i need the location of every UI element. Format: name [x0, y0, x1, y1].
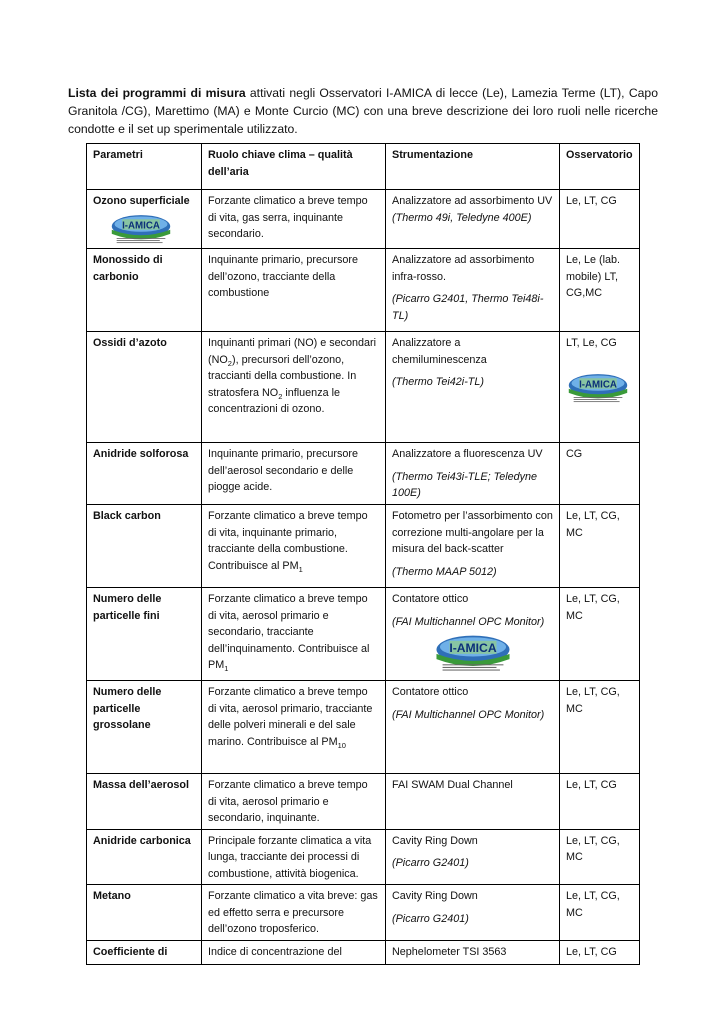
role-cell: Forzante climatico a breve tempo di vita, aerosol primario e secondario, inquinante. [202, 774, 386, 830]
role-cell: Inquinante primario, precursore dell’ozono, tracciante della combustione [202, 249, 386, 332]
instrument-model: (Picarro G2401, Thermo Tei48i-TL) [392, 293, 544, 322]
role-text: Inquinanti primari (NO) e secondari (NO [208, 337, 377, 366]
role-cell [202, 588, 386, 681]
table-row [87, 885, 640, 941]
observatory-text: LT, Le, CG [566, 337, 617, 349]
table-row [87, 332, 640, 443]
instrument-cell: Nephelometer TSI 3563 [386, 940, 560, 964]
role-cell: Principale forzante climatica a vita lunga, tracciante dei processi di combustione, attività biogenica. [202, 829, 386, 885]
subscript: 1 [224, 664, 229, 674]
header-osservatorio: Osservatorio [560, 144, 640, 190]
table-row [87, 588, 640, 681]
instrument-model: (Picarro G2401) [392, 912, 469, 925]
table-row [87, 190, 640, 249]
instrument-cell [386, 885, 560, 941]
observatory-cell: Le, LT, CG [560, 190, 640, 249]
intro-paragraph [68, 84, 658, 138]
param-cell [87, 190, 202, 249]
instrument-text: Analizzatore ad assorbimento UV [392, 195, 553, 207]
table-row [87, 505, 640, 588]
header-strumentazione: Strumentazione [386, 144, 560, 190]
iamica-logo [566, 372, 630, 404]
role-text: influenza le concentrazioni di ozono. [208, 386, 340, 415]
instrument-cell [386, 681, 560, 774]
instrument-text: Analizzatore a chemiluminescenza [392, 337, 487, 366]
role-text: ), precursori dell’ozono, traccianti della combustione. In stratosfera NO [208, 353, 357, 399]
observatory-cell: CG [560, 443, 640, 505]
instrument-model: (Thermo Tei42i-TL) [392, 376, 484, 388]
instrument-cell [386, 332, 560, 443]
param-cell: Black carbon [87, 505, 202, 588]
table-row [87, 829, 640, 885]
observatory-cell: Le, Le (lab. mobile) LT, CG,MC [560, 249, 640, 332]
instrument-text: Cavity Ring Down [392, 890, 478, 902]
role-cell [202, 332, 386, 443]
role-text: Forzante climatico a breve tempo di vita, aerosol primario e secondario, tracciante dell’inquinamento. Contribuisce al PM [208, 593, 370, 671]
instrument-text: Contatore ottico [392, 593, 469, 605]
iamica-logo [109, 213, 173, 245]
table-row [87, 774, 640, 830]
instrument-model: (Thermo MAAP 5012) [392, 565, 497, 578]
header-ruolo: Ruolo chiave clima – qualità dell’aria [202, 144, 386, 190]
instrument-text: Analizzatore a fluorescenza UV [392, 448, 543, 460]
observatory-cell: Le, LT, CG, MC [560, 681, 640, 774]
param-cell: Anidride solforosa [87, 443, 202, 505]
subscript: 2 [227, 358, 232, 368]
instrument-cell: FAI SWAM Dual Channel [386, 774, 560, 830]
table-row [87, 443, 640, 505]
observatory-cell: Le, LT, CG, MC [560, 829, 640, 885]
instrument-text: Fotometro per l’assorbimento con correzione multi-angolare per la misura del back-scatter [392, 510, 553, 555]
observatory-cell [560, 332, 640, 443]
instrument-text: Contatore ottico [392, 686, 469, 698]
role-cell: Forzante climatico a vita breve: gas ed effetto serra e precursore dell’ozono troposferico. [202, 885, 386, 941]
intro-title: Lista dei programmi di misura [68, 86, 246, 100]
role-text: Forzante climatico a breve tempo di vita, aerosol primario, tracciante delle polveri minerali e del sale marino. Contribuisce al PM [208, 686, 373, 748]
instrument-model: (FAI Multichannel OPC Monitor) [392, 615, 545, 628]
role-cell: Forzante climatico a breve tempo di vita, gas serra, inquinante secondario. [202, 190, 386, 249]
instrument-cell [386, 443, 560, 505]
intro-text: attivati negli Osservatori I-AMICA di lecce (Le), Lamezia Terme (LT), Capo Granitola /CG), Marettimo (MA) e Monte Curcio (MC) con una breve descrizione dei loro ruoli nelle ricerche condotte e il set up sperimentale utilizzato. [68, 86, 658, 136]
instrument-cell [386, 190, 560, 249]
instrument-model: (Thermo 49i, Teledyne 400E) [392, 211, 532, 224]
instrument-model: (FAI Multichannel OPC Monitor) [392, 708, 545, 721]
iamica-logo [429, 633, 517, 673]
table-row [87, 249, 640, 332]
param-cell: Coefficiente di [87, 940, 202, 964]
table-header-row [87, 144, 640, 190]
param-cell: Ossidi d’azoto [87, 332, 202, 443]
table-row [87, 681, 640, 774]
table-row [87, 940, 640, 964]
role-cell: Inquinante primario, precursore dell’aerosol secondario e delle piogge acide. [202, 443, 386, 505]
observatory-cell: Le, LT, CG, MC [560, 588, 640, 681]
param-name: Ozono superficiale [93, 195, 190, 207]
measurement-programs-table [86, 143, 640, 965]
param-cell: Monossido di carbonio [87, 249, 202, 332]
instrument-text: Analizzatore ad assorbimento infra-rosso. [392, 254, 535, 283]
instrument-model: (Thermo Tei43i-TLE; Teledyne 100E) [392, 470, 538, 499]
observatory-cell: Le, LT, CG, MC [560, 505, 640, 588]
role-text: Forzante climatico a breve tempo di vita, inquinante primario, tracciante della combustione. Contribuisce al PM [208, 510, 368, 572]
observatory-cell: Le, LT, CG [560, 774, 640, 830]
param-cell: Massa dell’aerosol [87, 774, 202, 830]
param-cell: Numero delle particelle grossolane [87, 681, 202, 774]
instrument-model: (Picarro G2401) [392, 857, 469, 869]
role-cell: Indice di concentrazione del [202, 940, 386, 964]
instrument-cell [386, 829, 560, 885]
subscript: 2 [278, 391, 283, 401]
observatory-cell: Le, LT, CG, MC [560, 885, 640, 941]
subscript: 10 [337, 740, 346, 750]
instrument-cell [386, 505, 560, 588]
instrument-cell [386, 588, 560, 681]
observatory-cell: Le, LT, CG [560, 940, 640, 964]
subscript: 1 [298, 564, 303, 574]
instrument-cell [386, 249, 560, 332]
param-cell: Anidride carbonica [87, 829, 202, 885]
role-cell [202, 681, 386, 774]
param-cell: Metano [87, 885, 202, 941]
instrument-text: Cavity Ring Down [392, 834, 478, 847]
role-cell [202, 505, 386, 588]
param-cell: Numero delle particelle fini [87, 588, 202, 681]
header-parametri: Parametri [87, 144, 202, 190]
